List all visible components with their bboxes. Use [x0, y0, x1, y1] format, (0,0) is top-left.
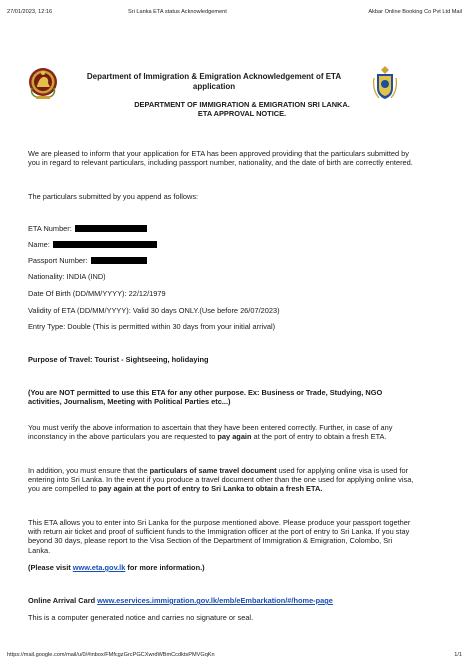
nationality-row: Nationality: INDIA (IND) [28, 272, 106, 281]
allows-line: Lanka. [28, 545, 51, 555]
allows-line: with return air ticket and proof of sufficient funds to the Immigration officer at the port of entry to Sri Lanka. If you stay [28, 527, 410, 537]
addition-line [28, 484, 444, 493]
document-title-line-1: Department of Immigration & Emigration Acknowledgement of ETA [86, 72, 342, 81]
not-permitted-line: activities, Journalism, Meeting with Political Parties etc...) [28, 397, 231, 407]
verify-paragraph [28, 423, 444, 441]
not-permitted-line: (You are NOT permitted to use this ETA for any other purpose. Ex: Business or Trade, Studying, NGO [28, 388, 383, 397]
print-page-number: 1/1 [454, 652, 462, 658]
intro-paragraph [28, 149, 444, 167]
dob-row: Date Of Birth (DD/MM/YYYY): 22/12/1979 [28, 289, 166, 298]
sri-lanka-emblem-icon [28, 66, 58, 102]
arrival-card-link[interactable]: www.eservices.immigration.gov.lk/emb/eEmbarkation/#/home-page [97, 596, 333, 605]
visit-text: (Please visit [28, 563, 73, 572]
allows-line: This ETA allows you to enter into Sri Lanka for the purpose mentioned above. Please produce your passport together [28, 518, 411, 527]
addition-paragraph [28, 466, 444, 494]
verify-text: at the port of entry to obtain a fresh ETA. [251, 432, 387, 442]
addition-text: you are compelled to [28, 484, 99, 494]
purpose-of-travel: Purpose of Travel: Tourist - Sightseeing, holidaying [28, 355, 209, 364]
verify-line [28, 432, 444, 441]
addition-line: entering into Sri Lanka. In the event if you produce a travel document other than the one used for applying online visa, [28, 475, 414, 485]
eta-website-link[interactable]: www.eta.gov.lk [72, 563, 126, 572]
print-site-name: Akbar Online Booking Co Pvt Ltd Mail [368, 9, 462, 15]
pay-again-emphasis: pay again [217, 432, 252, 442]
print-tab-title: Sri Lanka ETA status Acknowledgement [128, 9, 227, 15]
addition-text: In addition, you must ensure that the [28, 466, 150, 475]
allows-line: beyond 30 days, please report to the Visa Section of the Department of Immigration & Emigration, Colombo, Sri [28, 536, 393, 546]
visit-website-note [28, 563, 444, 572]
passport-label: Passport Number: [28, 256, 88, 265]
addition-line [28, 466, 444, 475]
intro-line: We are pleased to inform that your application for ETA has been approved providing that the particulars submitted by [28, 149, 409, 158]
validity-row: Validity of ETA (DD/MM/YYYY): Valid 30 days ONLY.(Use before 26/07/2023) [28, 306, 280, 315]
immigration-crest-icon [371, 64, 399, 102]
notice-heading [64, 100, 420, 119]
name-row [28, 240, 444, 249]
online-arrival-card [28, 596, 444, 605]
redacted-eta-number [75, 225, 147, 232]
print-footer-url: https://mail.google.com/mail/u/0/#inbox/FMfcgzGrcPGCXwrdWBmCcdktsPMVGqKn [7, 652, 215, 658]
eta-number-label: ETA Number: [28, 224, 72, 233]
redacted-name [53, 241, 157, 248]
eta-number-row [28, 224, 444, 233]
document-title [64, 72, 364, 92]
addition-text: used for applying online visa is used for [276, 466, 409, 475]
print-datetime: 27/01/2023, 12:16 [7, 9, 53, 15]
document-title-line-2: application [192, 82, 236, 91]
intro-line: you in regard to relevant particulars, including passport number, nationality, and the date of birth are correctly entered. [28, 158, 413, 168]
particulars-heading: The particulars submitted by you append as follows: [28, 192, 199, 201]
department-heading: DEPARTMENT OF IMMIGRATION & EMIGRATION SRI LANKA. [134, 100, 350, 109]
arrival-card-label: Online Arrival Card [28, 596, 98, 605]
redacted-passport-number [91, 257, 147, 264]
verify-line: You must verify the above information to ascertain that they have been entered correctly. Further, in case of any [28, 423, 393, 432]
not-permitted-notice [28, 388, 444, 406]
name-label: Name: [28, 240, 50, 249]
verify-text: inconstancy in the above particulars you are requested to [28, 432, 218, 442]
allows-paragraph [28, 518, 444, 555]
pay-again-port-emphasis: pay again at the port of entry to Sri Lanka to obtain a fresh ETA. [98, 484, 323, 494]
notice-subheading: ETA APPROVAL NOTICE. [197, 109, 287, 119]
entry-type-row: Entry Type: Double (This is permitted within 30 days from your initial arrival) [28, 322, 276, 331]
same-document-emphasis: particulars of same travel document [149, 466, 277, 475]
passport-row [28, 256, 444, 265]
computer-generated-note: This is a computer generated notice and carries no signature or seal. [28, 613, 254, 622]
visit-text: for more information.) [125, 563, 205, 572]
